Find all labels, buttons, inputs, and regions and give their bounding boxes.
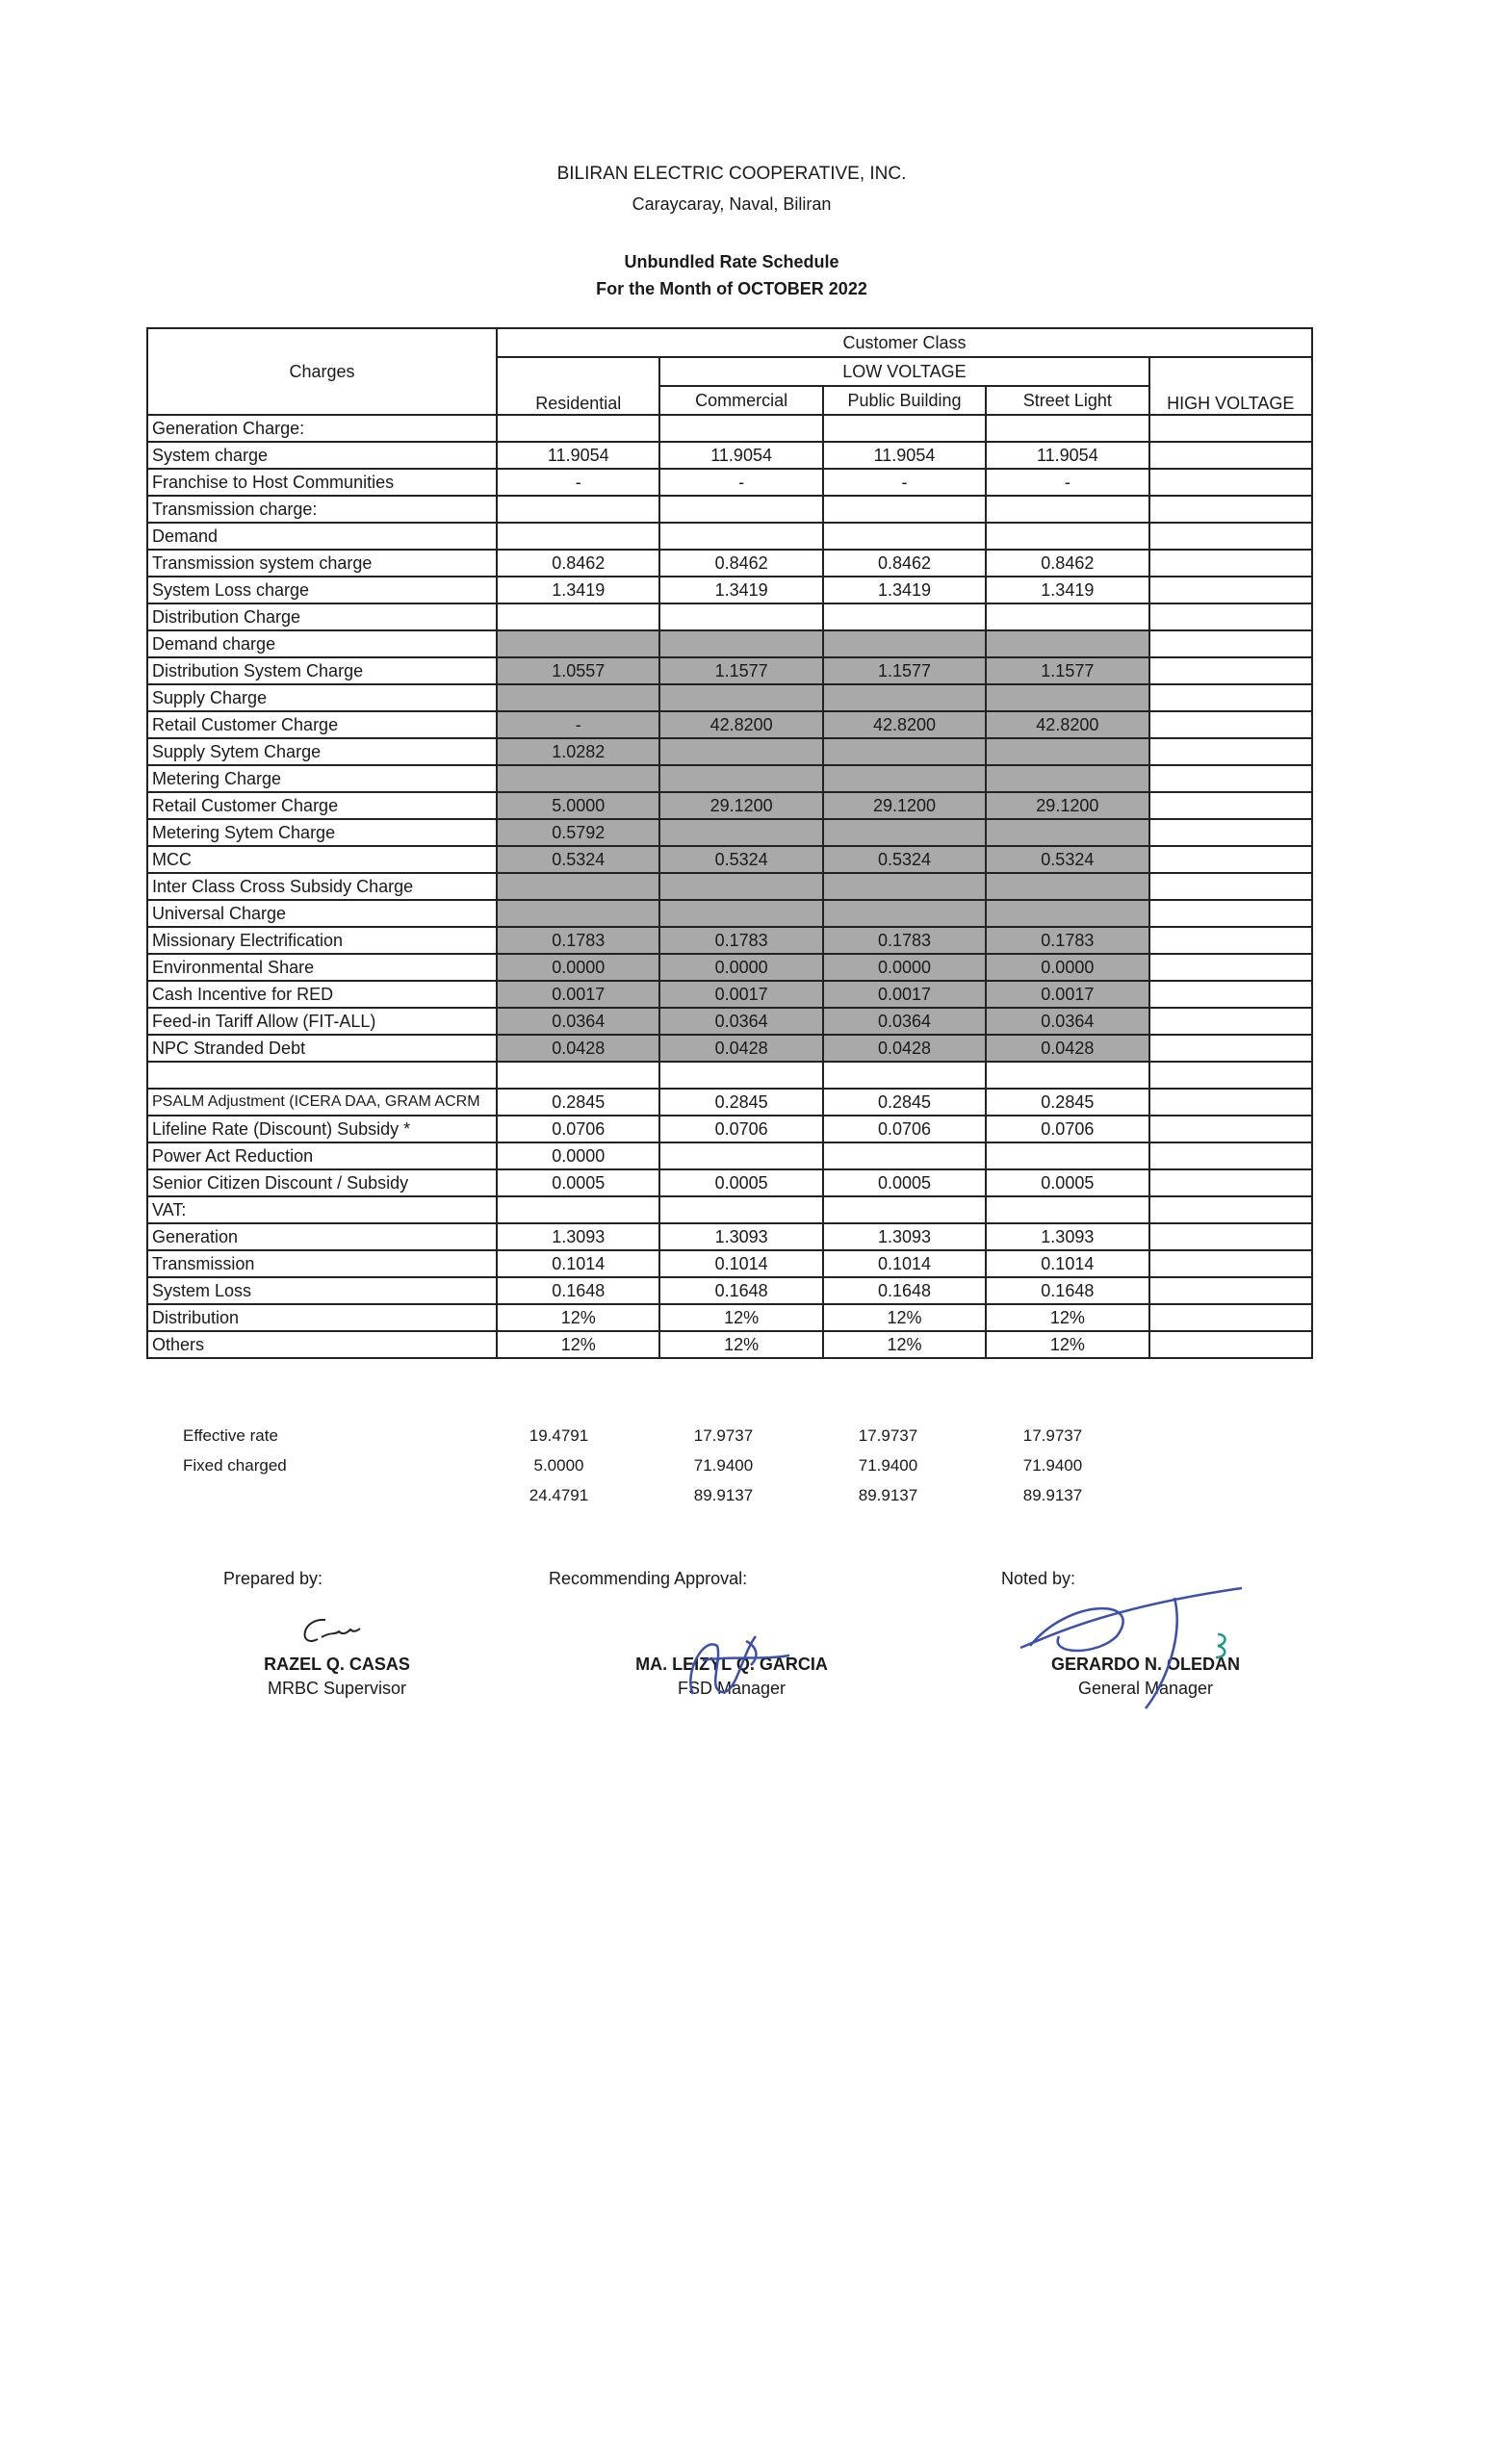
row-label: System charge: [147, 442, 497, 469]
rate-cell: 12%: [659, 1331, 822, 1358]
rate-cell: 1.1577: [659, 657, 822, 684]
row-label: Franchise to Host Communities: [147, 469, 497, 496]
row-label: Demand charge: [147, 630, 497, 657]
rate-cell: [823, 900, 986, 927]
rate-cell: [497, 765, 659, 792]
high-voltage-cell: [1149, 846, 1312, 873]
table-row: [147, 1142, 1312, 1169]
rate-cell: [659, 1062, 822, 1089]
rate-cell: 0.2845: [497, 1089, 659, 1116]
table-row: [147, 1331, 1312, 1358]
rate-cell: 12%: [497, 1331, 659, 1358]
high-voltage-cell: [1149, 1116, 1312, 1142]
high-voltage-cell: [1149, 577, 1312, 603]
rate-cell: [659, 523, 822, 550]
high-voltage-cell: [1149, 873, 1312, 900]
rate-cell: 0.0017: [986, 981, 1148, 1008]
rate-cell: [986, 684, 1148, 711]
rate-cell: [659, 496, 822, 523]
table-row: [147, 1008, 1312, 1035]
rate-cell: [659, 900, 822, 927]
rate-cell: [659, 684, 822, 711]
rate-cell: [659, 819, 822, 846]
rate-cell: [497, 873, 659, 900]
rate-cell: [823, 415, 986, 442]
total-value: 24.4791: [529, 1485, 589, 1504]
high-voltage-cell: [1149, 1062, 1312, 1089]
rate-cell: [986, 819, 1148, 846]
table-row: [147, 846, 1312, 873]
rate-cell: 12%: [823, 1331, 986, 1358]
row-label: Feed-in Tariff Allow (FIT-ALL): [147, 1008, 497, 1035]
rate-cell: 0.1014: [986, 1250, 1148, 1277]
total-value: 17.9737: [1022, 1425, 1083, 1445]
rate-cell: [986, 765, 1148, 792]
rate-cell: [497, 630, 659, 657]
row-label: Retail Customer Charge: [147, 792, 497, 819]
row-label: Environmental Share: [147, 954, 497, 981]
rate-cell: 0.0428: [986, 1035, 1148, 1062]
rate-cell: 0.0005: [659, 1169, 822, 1196]
high-voltage-cell: [1149, 630, 1312, 657]
rate-cell: 0.0000: [497, 954, 659, 981]
high-voltage-cell: [1149, 954, 1312, 981]
rate-cell: 0.5324: [823, 846, 986, 873]
rate-cell: 0.1648: [659, 1277, 822, 1304]
recommending-label: Recommending Approval:: [549, 1569, 748, 1588]
rate-cell: 0.0706: [986, 1116, 1148, 1142]
high-voltage-cell: [1149, 1008, 1312, 1035]
rate-cell: 0.0706: [659, 1116, 822, 1142]
rate-cell: 0.0005: [986, 1169, 1148, 1196]
table-row: [147, 1089, 1312, 1116]
high-voltage-cell: [1149, 1169, 1312, 1196]
table-row: [147, 1250, 1312, 1277]
total-value: 71.9400: [858, 1455, 918, 1475]
rate-cell: 0.0428: [659, 1035, 822, 1062]
row-label: Generation Charge:: [147, 415, 497, 442]
total-value: 5.0000: [533, 1455, 584, 1475]
rate-cell: [497, 415, 659, 442]
row-label: Demand: [147, 523, 497, 550]
row-label: Universal Charge: [147, 900, 497, 927]
rate-cell: 1.3419: [823, 577, 986, 603]
high-voltage-cell: [1149, 1142, 1312, 1169]
rate-cell: 0.8462: [659, 550, 822, 577]
rate-cell: [823, 1196, 986, 1223]
rate-cell: [823, 873, 986, 900]
rate-cell: [659, 738, 822, 765]
rate-cell: 1.3093: [659, 1223, 822, 1250]
rate-cell: 0.1783: [986, 927, 1148, 954]
table-row: [147, 819, 1312, 846]
rate-cell: 0.1648: [986, 1277, 1148, 1304]
row-label: Others: [147, 1331, 497, 1358]
table-row: [147, 927, 1312, 954]
table-row: [147, 442, 1312, 469]
signatory-prepared: [212, 1569, 462, 1699]
rate-cell: [823, 819, 986, 846]
rate-cell: 0.0428: [823, 1035, 986, 1062]
rate-cell: 0.5792: [497, 819, 659, 846]
high-voltage-cell: [1149, 1331, 1312, 1358]
rate-cell: [497, 603, 659, 630]
table-row: [147, 1116, 1312, 1142]
row-label: Senior Citizen Discount / Subsidy: [147, 1169, 497, 1196]
prepared-title: MRBC Supervisor: [267, 1679, 407, 1698]
row-label: System Loss: [147, 1277, 497, 1304]
customer-class-header: Customer Class: [497, 328, 1312, 357]
rate-cell: [986, 900, 1148, 927]
row-label: Transmission system charge: [147, 550, 497, 577]
rate-cell: 1.3093: [986, 1223, 1148, 1250]
rate-cell: 0.2845: [986, 1089, 1148, 1116]
total-value: 17.9737: [858, 1425, 918, 1445]
rate-cell: 0.1783: [659, 927, 822, 954]
table-row: [147, 1169, 1312, 1196]
row-label: Retail Customer Charge: [147, 711, 497, 738]
rate-cell: -: [497, 469, 659, 496]
rate-cell: [986, 1196, 1148, 1223]
rate-cell: 0.0000: [986, 954, 1148, 981]
rate-cell: [823, 523, 986, 550]
rate-cell: 0.0005: [823, 1169, 986, 1196]
rate-cell: [986, 523, 1148, 550]
rate-cell: 0.0364: [986, 1008, 1148, 1035]
rate-cell: 0.0428: [497, 1035, 659, 1062]
rate-cell: 0.2845: [659, 1089, 822, 1116]
row-label: Transmission: [147, 1250, 497, 1277]
table-row: [147, 1035, 1312, 1062]
recommending-name: MA. LEIZYL Q. GARCIA: [635, 1655, 828, 1674]
high-voltage-cell: [1149, 1196, 1312, 1223]
table-row: [147, 792, 1312, 819]
rate-cell: [497, 1062, 659, 1089]
rate-cell: 12%: [497, 1304, 659, 1331]
table-row: [147, 1304, 1312, 1331]
rate-cell: [986, 496, 1148, 523]
total-value: 89.9137: [858, 1485, 918, 1504]
table-row: [147, 523, 1312, 550]
org-address: Caraycaray, Naval, Biliran: [632, 194, 832, 214]
rate-cell: 0.1014: [497, 1250, 659, 1277]
signature-casas-icon: [212, 1610, 462, 1655]
high-voltage-cell: [1149, 523, 1312, 550]
row-label: Metering Charge: [147, 765, 497, 792]
rate-cell: 1.3419: [659, 577, 822, 603]
row-label: Inter Class Cross Subsidy Charge: [147, 873, 497, 900]
total-value: 19.4791: [529, 1425, 589, 1445]
rate-cell: [986, 1062, 1148, 1089]
rate-cell: -: [986, 469, 1148, 496]
rate-cell: [823, 603, 986, 630]
grand-total-row: [146, 1480, 1313, 1510]
table-row: [147, 954, 1312, 981]
rate-cell: 12%: [823, 1304, 986, 1331]
rate-cell: 0.0017: [823, 981, 986, 1008]
high-voltage-cell: [1149, 738, 1312, 765]
rate-cell: [986, 738, 1148, 765]
rate-cell: 11.9054: [659, 442, 822, 469]
rate-cell: 0.0000: [823, 954, 986, 981]
rate-cell: [986, 415, 1148, 442]
rate-cell: 0.0364: [659, 1008, 822, 1035]
effective-rate-row: [146, 1421, 1313, 1450]
rate-cell: 42.8200: [986, 711, 1148, 738]
rate-cell: -: [659, 469, 822, 496]
table-row: [147, 657, 1312, 684]
schedule-month: For the Month of OCTOBER 2022: [596, 279, 867, 298]
rate-cell: 1.3419: [986, 577, 1148, 603]
rate-cell: [497, 1196, 659, 1223]
prepared-name: RAZEL Q. CASAS: [264, 1655, 410, 1674]
noted-by-label: Noted by:: [1001, 1569, 1076, 1588]
col-header-residential: Residential: [497, 357, 659, 415]
rate-cell: 29.1200: [823, 792, 986, 819]
rate-cell: 0.8462: [497, 550, 659, 577]
rate-cell: [823, 630, 986, 657]
high-voltage-cell: [1149, 765, 1312, 792]
rate-cell: -: [497, 711, 659, 738]
high-voltage-cell: [1149, 550, 1312, 577]
high-voltage-cell: [1149, 496, 1312, 523]
total-value: 71.9400: [1022, 1455, 1083, 1475]
rate-cell: 11.9054: [823, 442, 986, 469]
rate-cell: 0.0017: [497, 981, 659, 1008]
rate-cell: [659, 765, 822, 792]
rate-cell: [659, 603, 822, 630]
row-label: Cash Incentive for RED: [147, 981, 497, 1008]
row-label: Distribution System Charge: [147, 657, 497, 684]
rate-cell: 0.5324: [986, 846, 1148, 873]
high-voltage-cell: [1149, 711, 1312, 738]
rate-cell: 1.0557: [497, 657, 659, 684]
table-row: [147, 550, 1312, 577]
high-voltage-cell: [1149, 1035, 1312, 1062]
rate-cell: 0.5324: [497, 846, 659, 873]
rate-cell: 0.8462: [986, 550, 1148, 577]
table-row: [147, 469, 1312, 496]
high-voltage-cell: [1149, 819, 1312, 846]
rate-cell: 0.0017: [659, 981, 822, 1008]
rate-cell: 1.3093: [497, 1223, 659, 1250]
row-label: Lifeline Rate (Discount) Subsidy *: [147, 1116, 497, 1142]
rate-cell: [497, 523, 659, 550]
table-row: [147, 577, 1312, 603]
rate-cell: 1.1577: [986, 657, 1148, 684]
rate-cell: 42.8200: [823, 711, 986, 738]
row-label: [147, 1062, 497, 1089]
rate-cell: 12%: [986, 1331, 1148, 1358]
table-row: [147, 981, 1312, 1008]
high-voltage-cell: [1149, 1223, 1312, 1250]
rate-cell: 0.8462: [823, 550, 986, 577]
rate-cell: 0.1648: [497, 1277, 659, 1304]
rate-cell: 0.0706: [497, 1116, 659, 1142]
noted-name: GERARDO N. OLEDAN: [1050, 1655, 1240, 1674]
rate-cell: 11.9054: [497, 442, 659, 469]
high-voltage-cell: [1149, 1304, 1312, 1331]
org-name: BILIRAN ELECTRIC COOPERATIVE, INC.: [556, 164, 907, 184]
rate-cell: [986, 603, 1148, 630]
rate-cell: [823, 765, 986, 792]
table-row: [147, 738, 1312, 765]
rate-cell: 42.8200: [659, 711, 822, 738]
charges-header: Charges: [147, 328, 497, 415]
rate-cell: 0.0000: [497, 1142, 659, 1169]
row-label: NPC Stranded Debt: [147, 1035, 497, 1062]
rate-cell: 0.1014: [823, 1250, 986, 1277]
row-label: Supply Charge: [147, 684, 497, 711]
prepared-by-label: Prepared by:: [223, 1569, 323, 1588]
rate-cell: 12%: [986, 1304, 1148, 1331]
rate-cell: 1.3093: [823, 1223, 986, 1250]
noted-title: General Manager: [1077, 1679, 1214, 1698]
row-label: Missionary Electrification: [147, 927, 497, 954]
rate-cell: 1.3419: [497, 577, 659, 603]
totals-section: [146, 1421, 1313, 1510]
low-voltage-header: LOW VOLTAGE: [659, 357, 1148, 386]
high-voltage-header: HIGH VOLTAGE: [1149, 357, 1312, 415]
rate-cell: [986, 1142, 1148, 1169]
table-row: [147, 900, 1312, 927]
rate-cell: [659, 873, 822, 900]
total-value: 89.9137: [693, 1485, 754, 1504]
high-voltage-cell: [1149, 900, 1312, 927]
high-voltage-cell: [1149, 442, 1312, 469]
rate-cell: [823, 684, 986, 711]
high-voltage-cell: [1149, 469, 1312, 496]
table-row: [147, 1196, 1312, 1223]
table-row: [147, 496, 1312, 523]
table-row: [147, 873, 1312, 900]
row-label: VAT:: [147, 1196, 497, 1223]
row-label: PSALM Adjustment (ICERA DAA, GRAM ACRM: [147, 1089, 497, 1116]
row-label: Power Act Reduction: [147, 1142, 497, 1169]
high-voltage-cell: [1149, 927, 1312, 954]
rate-cell: [659, 630, 822, 657]
fixed-charged-label: Fixed charged: [183, 1455, 287, 1475]
rate-cell: 0.1783: [823, 927, 986, 954]
rate-cell: 12%: [659, 1304, 822, 1331]
fixed-charged-row: [146, 1450, 1313, 1480]
col-header-public-building: Public Building: [823, 386, 986, 415]
rate-cell: 29.1200: [659, 792, 822, 819]
rate-cell: [823, 1142, 986, 1169]
high-voltage-cell: [1149, 684, 1312, 711]
rate-cell: 0.5324: [659, 846, 822, 873]
rate-cell: 0.1014: [659, 1250, 822, 1277]
table-row: [147, 1062, 1312, 1089]
signature-oledan-icon: [1011, 1578, 1261, 1723]
rate-cell: 1.1577: [823, 657, 986, 684]
rate-cell: [659, 1196, 822, 1223]
rate-table-body: [147, 415, 1312, 1358]
total-value: 17.9737: [693, 1425, 754, 1445]
schedule-title: Unbundled Rate Schedule: [624, 252, 839, 271]
rate-cell: [659, 1142, 822, 1169]
table-row: [147, 1223, 1312, 1250]
rate-cell: [986, 873, 1148, 900]
row-label: MCC: [147, 846, 497, 873]
rate-cell: 0.0364: [497, 1008, 659, 1035]
rate-cell: 5.0000: [497, 792, 659, 819]
row-label: Distribution Charge: [147, 603, 497, 630]
rate-cell: 11.9054: [986, 442, 1148, 469]
table-row: [147, 1277, 1312, 1304]
high-voltage-cell: [1149, 981, 1312, 1008]
signature-garcia-icon: [664, 1617, 809, 1704]
rate-cell: [497, 684, 659, 711]
recommending-title: FSD Manager: [677, 1679, 787, 1698]
rate-cell: 0.0000: [659, 954, 822, 981]
high-voltage-cell: [1149, 1277, 1312, 1304]
row-label: Transmission charge:: [147, 496, 497, 523]
rate-cell: [823, 738, 986, 765]
rate-cell: 0.0364: [823, 1008, 986, 1035]
rate-cell: 29.1200: [986, 792, 1148, 819]
rate-cell: [497, 496, 659, 523]
rate-cell: [823, 496, 986, 523]
high-voltage-cell: [1149, 415, 1312, 442]
rate-cell: 0.1648: [823, 1277, 986, 1304]
total-value: 71.9400: [693, 1455, 754, 1475]
high-voltage-cell: [1149, 603, 1312, 630]
high-voltage-cell: [1149, 657, 1312, 684]
effective-rate-label: Effective rate: [183, 1425, 278, 1445]
table-row: [147, 630, 1312, 657]
rate-cell: 0.2845: [823, 1089, 986, 1116]
row-label: Generation: [147, 1223, 497, 1250]
table-row: [147, 603, 1312, 630]
table-row: [147, 684, 1312, 711]
rate-cell: 0.0005: [497, 1169, 659, 1196]
table-row: [147, 415, 1312, 442]
rate-cell: [986, 630, 1148, 657]
row-label: Supply Sytem Charge: [147, 738, 497, 765]
rate-cell: [659, 415, 822, 442]
col-header-commercial: Commercial: [659, 386, 822, 415]
high-voltage-cell: [1149, 1250, 1312, 1277]
table-row: [147, 711, 1312, 738]
row-label: Distribution: [147, 1304, 497, 1331]
high-voltage-cell: [1149, 1089, 1312, 1116]
rate-cell: [823, 1062, 986, 1089]
table-row: [147, 765, 1312, 792]
row-label: System Loss charge: [147, 577, 497, 603]
rate-cell: 0.1783: [497, 927, 659, 954]
high-voltage-cell: [1149, 792, 1312, 819]
rate-cell: 1.0282: [497, 738, 659, 765]
total-value: 89.9137: [1022, 1485, 1083, 1504]
rate-cell: [497, 900, 659, 927]
rate-cell: -: [823, 469, 986, 496]
rate-cell: 0.0706: [823, 1116, 986, 1142]
row-label: Metering Sytem Charge: [147, 819, 497, 846]
col-header-street-light: Street Light: [986, 386, 1148, 415]
rate-table: [146, 327, 1313, 1359]
